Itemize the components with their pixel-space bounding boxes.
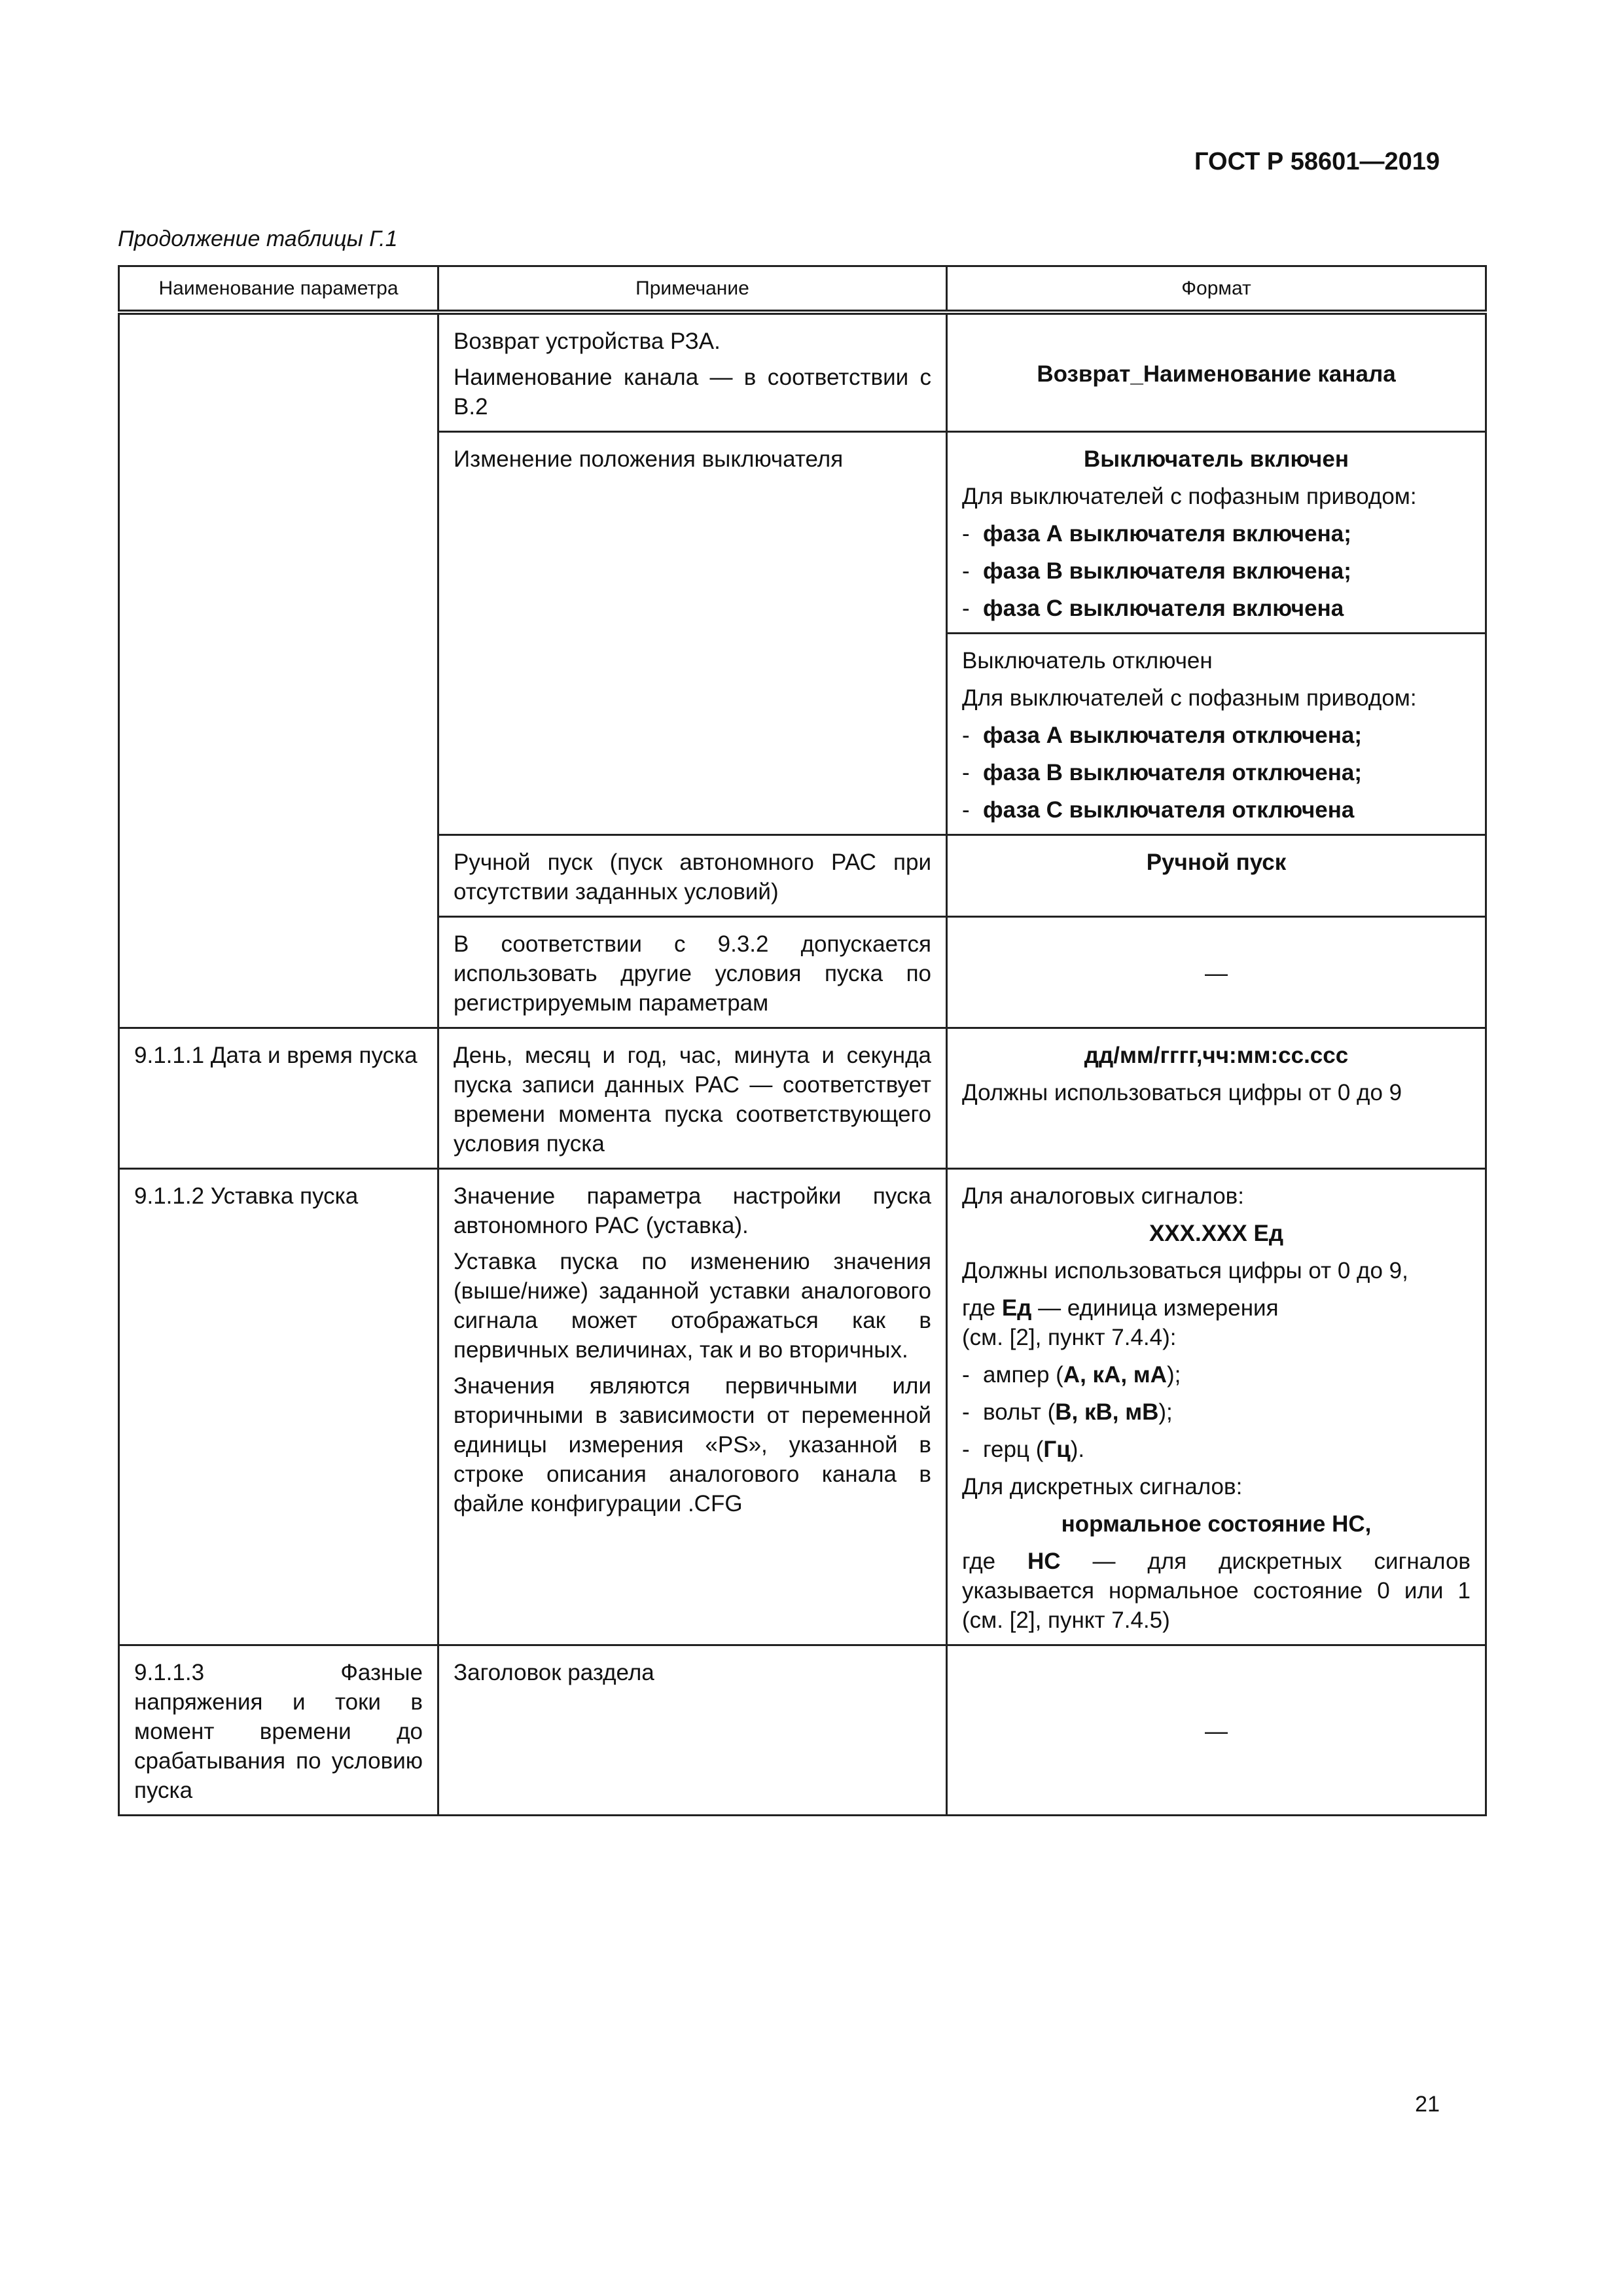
note-cell: День, месяц и год, час, минута и секунда пуска записи данных РАС — соответствует времени момента пуска соответствующего условия пуска xyxy=(438,1028,947,1169)
format-cell: — xyxy=(947,1645,1486,1816)
page-number: 21 xyxy=(1415,2092,1440,2117)
param-cell-empty xyxy=(119,312,438,1028)
format-cell: Ручной пуск xyxy=(947,835,1486,917)
list-item: фаза С выключателя включена xyxy=(983,596,1344,621)
format-cell: Возврат_Наименование канала xyxy=(947,312,1486,432)
format-text: Для выключателей с пофазным приводом: xyxy=(962,685,1417,711)
column-header-parameter: Наименование параметра xyxy=(119,266,438,313)
list-item: фаза В выключателя включена; xyxy=(983,558,1351,584)
param-cell: 9.1.1.3 Фазные напряжения и токи в момент времени до срабатывания по условию пуска xyxy=(119,1645,438,1816)
list-item: - вольт (В, кВ, мВ); xyxy=(962,1399,1173,1425)
list-item: фаза С выключателя отключена xyxy=(983,797,1355,823)
format-title: Выключатель включен xyxy=(1084,446,1349,472)
note-text: Значения являются первичными или вторичными в зависимости от переменной единицы измерения «PS», указанной в строке описания аналогового канала в файле конфигурации .CFG xyxy=(454,1373,931,1516)
note-cell xyxy=(438,1169,947,1645)
table-continuation-caption: Продолжение таблицы Г.1 xyxy=(118,226,398,251)
column-header-format: Формат xyxy=(947,266,1486,313)
note-text: Наименование канала — в соответствии с В.2 xyxy=(454,365,931,420)
format-cell xyxy=(947,1028,1486,1169)
param-cell: 9.1.1.2 Уставка пуска xyxy=(119,1169,438,1645)
format-text: где Ед — единица измерения xyxy=(962,1295,1279,1321)
table-row xyxy=(119,312,1486,432)
note-cell xyxy=(438,312,947,432)
format-cell: — xyxy=(947,917,1486,1028)
format-text: Для аналоговых сигналов: xyxy=(962,1183,1244,1209)
note-text: Уставка пуска по изменению значения (выше/ниже) заданной уставки аналогового сигнала может отображаться как в первичных величинах, так и во вторичных. xyxy=(454,1249,931,1363)
format-title: дд/мм/гггг,чч:мм:сс.ссс xyxy=(1084,1043,1349,1068)
format-cell xyxy=(947,1169,1486,1645)
parameters-table xyxy=(118,265,1487,1816)
format-title: нормальное состояние НС, xyxy=(1061,1511,1372,1537)
table-header-row xyxy=(119,266,1486,313)
note-cell: В соответствии с 9.3.2 допускается использовать другие условия пуска по регистрируемым параметрам xyxy=(438,917,947,1028)
table-row xyxy=(119,1645,1486,1816)
list-item: фаза В выключателя отключена; xyxy=(983,760,1362,785)
format-title: Выключатель отключен xyxy=(962,648,1213,673)
note-cell: Ручной пуск (пуск автономного РАС при отсутствии заданных условий) xyxy=(438,835,947,917)
note-text: Возврат устройства РЗА. xyxy=(454,329,721,354)
format-cell: Выключатель отключен Для выключателей с пофазным приводом: - фаза А выключателя отключена; - фаза В выключателя отключена; - фаза С выключателя отключена xyxy=(947,634,1486,835)
column-header-note: Примечание xyxy=(438,266,947,313)
note-text: Значение параметра настройки пуска автономного РАС (уставка). xyxy=(454,1183,931,1238)
format-cell: Выключатель включен Для выключателей с пофазным приводом: - фаза А выключателя включена; - фаза В выключателя включена; - фаза С выключателя включена xyxy=(947,432,1486,634)
list-item: - герц (Гц). xyxy=(962,1437,1085,1462)
list-item: фаза А выключателя отключена; xyxy=(983,723,1362,748)
list-item: фаза А выключателя включена; xyxy=(983,521,1351,547)
table-row xyxy=(119,1169,1486,1645)
note-cell: Заголовок раздела xyxy=(438,1645,947,1816)
format-text: Для дискретных сигналов: xyxy=(962,1474,1243,1499)
format-text: Должны использоваться цифры от 0 до 9, xyxy=(962,1258,1408,1283)
format-text: Для выключателей с пофазным приводом: xyxy=(962,484,1417,509)
note-cell: Изменение положения выключателя xyxy=(438,432,947,835)
format-text: где НС — для дискретных сигналов указывается нормальное состояние 0 или 1 (см. [2], пункт 7.4.5) xyxy=(962,1549,1471,1633)
list-item: - ампер (А, кА, мА); xyxy=(962,1362,1181,1388)
format-text: Должны использоваться цифры от 0 до 9 xyxy=(962,1080,1402,1105)
format-title: XXX.XXX Ед xyxy=(1149,1221,1284,1246)
document-id: ГОСТ Р 58601—2019 xyxy=(1194,148,1440,175)
table-row xyxy=(119,1028,1486,1169)
format-text: (см. [2], пункт 7.4.4): xyxy=(962,1325,1177,1350)
param-cell: 9.1.1.1 Дата и время пуска xyxy=(119,1028,438,1169)
